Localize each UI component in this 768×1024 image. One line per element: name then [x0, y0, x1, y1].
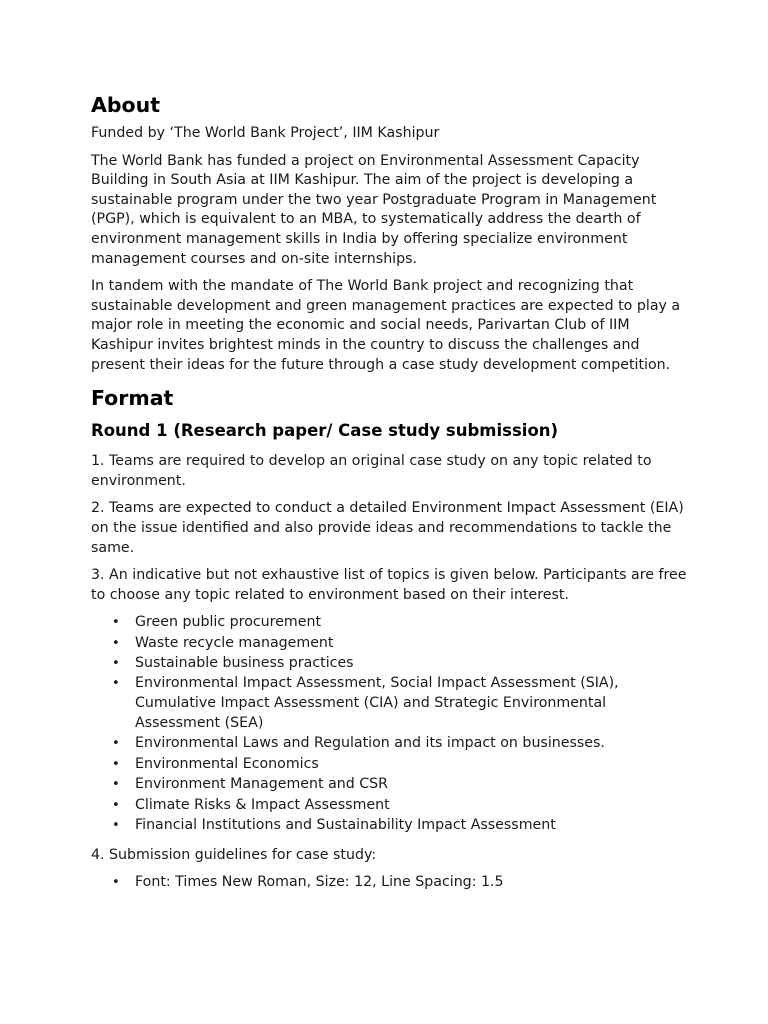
format-point-3: 3. An indicative but not exhaustive list of topics is given below. Participants are free to choose any topic related to environment based on their interest. — [91, 567, 687, 603]
topic-text: Environmental Impact Assessment, Social Impact Assessment (SIA), Cumulative Impact Assessment (CIA) and Strategic Environmental Assessment (SEA) — [135, 675, 619, 732]
list-item — [112, 634, 688, 654]
bullet-icon: • — [112, 777, 120, 793]
topic-text: Environmental Laws and Regulation and its impact on businesses. — [135, 735, 605, 752]
format-point-1: 1. Teams are required to develop an original case study on any topic related to environment. — [91, 453, 652, 489]
guideline-text: Font: Times New Roman, Size: 12, Line Spacing: 1.5 — [135, 874, 504, 891]
funded-line: Funded by ‘The World Bank Project’, IIM Kashipur — [91, 125, 440, 141]
topic-text: Climate Risks & Impact Assessment — [135, 796, 390, 813]
bullet-icon: • — [112, 756, 120, 772]
list-item — [112, 816, 688, 836]
about-paragraph-1: The World Bank has funded a project on Environmental Assessment Capacity Building in South Asia at IIM Kashipur. The aim of the project is developing a sustainable program under the two year Postgraduate Program in Management (PGP), which is equivalent to an MBA, to systematically address the dearth of environment management skills in India by offering specialize environment management courses and on-site internships. — [91, 152, 657, 267]
list-item — [112, 654, 688, 674]
list-item — [112, 873, 688, 893]
topic-text: Sustainable business practices — [135, 655, 354, 672]
guidelines-list — [91, 873, 688, 893]
list-item — [112, 755, 688, 775]
format-point-4: 4. Submission guidelines for case study: — [91, 846, 377, 863]
about-paragraph-2: In tandem with the mandate of The World Bank project and recognizing that sustainable development and green management practices are expected to play a major role in meeting the economic and social needs, Parivartan Club of IIM Kashipur invites brightest minds in the country to discuss the challenges and present their ideas for the future through a case study development competition. — [91, 278, 681, 373]
format-point-2: 2. Teams are expected to conduct a detailed Environment Impact Assessment (EIA) on the issue identified and also provide ideas and recommendations to tackle the same. — [91, 500, 684, 556]
topics-list — [91, 613, 688, 836]
list-item — [112, 775, 688, 795]
list-item — [112, 674, 688, 733]
round1-heading: Round 1 (Research paper/ Case study submission) — [91, 421, 559, 441]
bullet-icon: • — [112, 676, 120, 692]
bullet-icon: • — [112, 615, 120, 631]
list-item — [112, 734, 688, 754]
bullet-icon: • — [112, 635, 120, 651]
bullet-icon: • — [112, 736, 120, 752]
bullet-icon: • — [112, 875, 120, 891]
list-item — [112, 613, 688, 633]
topic-text: Environment Management and CSR — [135, 776, 389, 793]
topic-text: Financial Institutions and Sustainability Impact Assessment — [135, 817, 556, 833]
topic-text: Waste recycle management — [135, 634, 334, 651]
format-heading: Format — [91, 386, 174, 411]
about-heading: About — [91, 93, 161, 117]
bullet-icon: • — [112, 797, 120, 813]
topic-text: Green public procurement — [135, 614, 322, 631]
list-item — [112, 796, 688, 816]
bullet-icon: • — [112, 818, 120, 833]
bullet-icon: • — [112, 656, 120, 672]
topic-text: Environmental Economics — [135, 755, 319, 772]
